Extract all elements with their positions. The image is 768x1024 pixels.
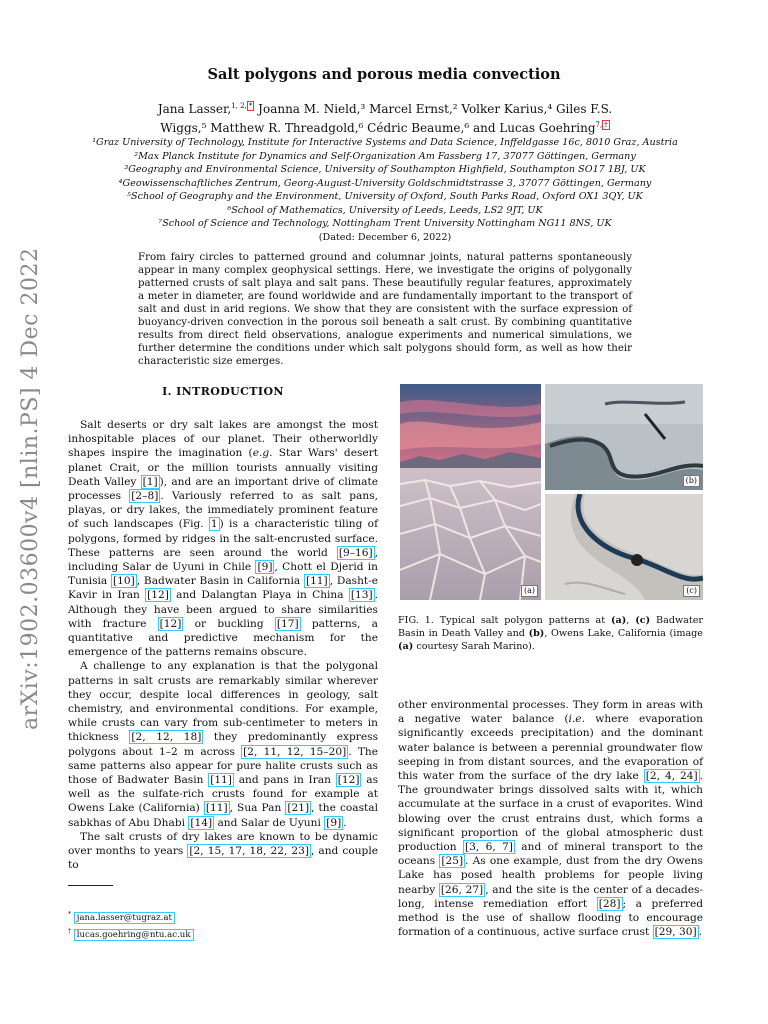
footnote <box>68 925 194 942</box>
citation-link[interactable]: [11] <box>210 774 232 787</box>
text-run: and pans in Iran <box>233 774 336 787</box>
text-run: , Owens Lake, California (image <box>544 628 703 639</box>
figure-panel-b <box>545 384 703 490</box>
text-run: , Chott el Djerid in Tunisia <box>68 561 379 588</box>
citation-link[interactable]: [9] <box>257 561 273 574</box>
text-run: FIG. 1. Typical salt polygon patterns at <box>398 615 611 626</box>
authors-line-1 <box>158 102 612 116</box>
text-run: Star Wars' desert planet Crait, or the million tourists annually visiting Death Valley <box>68 447 378 488</box>
text-run: . As one example, dust from the dry Owens Lake has posed health problems for people living nearby <box>398 855 703 896</box>
footnotes <box>68 908 194 942</box>
text-run: (b) <box>528 628 545 639</box>
figure-1 <box>400 384 703 602</box>
body-paragraph <box>68 418 378 659</box>
text-run: they predominantly express polygons about 1–2 m across <box>68 731 379 758</box>
text-run: where evaporation significantly exceeds precipitation) and the dominant water balance is between a perennial groundwater flow seeping in from distant sources, and the evaporation of this water from the surface of the dry lake <box>398 713 704 783</box>
citation-link[interactable]: [2, 4, 24] <box>645 770 698 783</box>
panel-c-photo <box>545 494 703 600</box>
citation-link[interactable]: [12] <box>337 774 360 787</box>
paper-title: Salt polygons and porous media convection <box>207 66 561 83</box>
citation-link[interactable]: [12] <box>159 617 182 630</box>
text-run: . The same patterns also appear for pure halite crusts such as those of Badwater Basin <box>68 745 378 787</box>
text-run: and Dalangtan Playa in China <box>170 589 349 602</box>
text-run: i.e. <box>568 713 585 726</box>
affiliation-line: ⁴Geowissenschaftliches Zentrum, Georg-August-University Goldschmidtstrasse 3, 37077 Göttingen, Germany <box>118 177 652 189</box>
citation-link[interactable]: [14] <box>190 816 213 829</box>
section-heading: I. INTRODUCTION <box>162 385 284 398</box>
text-run: other environmental processes. They form in areas with a negative water balance ( <box>398 699 703 726</box>
panel-label-c: (c) <box>683 585 700 597</box>
text-run: as well as the sulfate-rich crusts found for example at Owens Lake (California) <box>68 774 378 815</box>
affiliations <box>60 136 710 244</box>
panel-label-a: (a) <box>521 585 538 597</box>
text-run: , and couple to <box>68 845 378 872</box>
text-run: , the coastal sabkhas of Abu Dhabi <box>68 802 378 829</box>
text-run: The salt crusts of dry lakes are known to be dynamic over months to years <box>68 830 378 858</box>
text-run: . The groundwater brings dissolved salts with it, which accumulate at the surface in a crust of evaporites. Wind blowing over the crust entrains dust, which forms a significant proportion of the global atmospheric dust production <box>398 770 704 854</box>
text-run: ; a preferred method is the use of shallow flooding to encourage formation of a continuous, active surface crust <box>398 897 704 939</box>
text-run: . Variously referred to as salt pans, playas, or dry lakes, the immediately prominent feature of such landscapes (Fig. <box>68 490 378 531</box>
text-run: (c) <box>635 615 651 626</box>
citation-link[interactable]: [17] <box>276 617 299 630</box>
affiliation-line: ⁷School of Science and Technology, Nottingham Trent University Nottingham NG11 8NS, UK <box>158 218 612 229</box>
body-paragraph <box>398 698 703 939</box>
citation-link[interactable]: [25] <box>441 855 464 868</box>
citation-link[interactable]: [10] <box>113 575 135 588</box>
citation-link[interactable]: [9] <box>326 816 342 829</box>
text-run: , Dasht-e Kavir in Iran <box>68 575 379 602</box>
arxiv-identifier: arXiv:1902.03600v4 [nlin.PS] 4 Dec 2022 <box>18 247 43 730</box>
text-run: . <box>698 926 702 939</box>
citation-link[interactable]: [29, 30] <box>654 926 697 939</box>
text-run: courtesy Sarah Marino). <box>413 641 535 652</box>
footnote-mark: † <box>68 927 71 935</box>
citation-link[interactable]: [1] <box>142 475 158 488</box>
figure-caption <box>398 614 703 653</box>
text-run: Salt deserts or dry salt lakes are amongst the most inhospitable places of our planet. Their otherworldly shapes inspire the imagination ( <box>68 419 378 460</box>
affiliation-line: ⁵School of Geography and the Environment, University of Oxford, South Parks Road, Oxford OX1 3QY, UK <box>127 191 643 202</box>
citation-link[interactable]: [2–8] <box>131 490 159 503</box>
email-link[interactable]: jana.lasser@tugraz.at <box>74 912 175 924</box>
citation-link[interactable]: [9–16] <box>338 546 373 559</box>
author-last-sup: 7, <box>595 121 603 129</box>
citation-link[interactable]: [11] <box>205 802 228 815</box>
text-run: and of mineral transport to the oceans <box>398 841 703 868</box>
affiliation-line: ⁶School of Mathematics, University of Leeds, Leeds, LS2 9JT, UK <box>227 204 543 216</box>
footnote-mark: * <box>68 911 71 918</box>
authors-line-1-rest: Joanna M. Nield,³ Marcel Ernst,² Volker Karius,⁴ Giles F.S. <box>254 102 613 116</box>
text-run: Badwater Basin in Death Valley and <box>398 615 704 639</box>
body-paragraph <box>68 659 378 829</box>
footnote-rule <box>68 885 113 886</box>
affiliation-line: ²Max Planck Institute for Dynamics and Self-Organization Am Fassberg 17, 37077 Göttingen, Germany <box>134 150 636 162</box>
text-run: and Salar de Uyuni <box>214 816 325 829</box>
citation-link[interactable]: [13] <box>350 589 373 602</box>
affiliation-list <box>60 136 710 231</box>
figure-panel-c <box>545 494 703 600</box>
citation-link[interactable]: [21] <box>287 802 310 815</box>
footnote-ref-2[interactable]: † <box>604 121 608 129</box>
citation-link[interactable]: [2, 11, 12, 15–20] <box>243 745 347 758</box>
footnote <box>68 908 194 925</box>
authors-line-2-text: Wiggs,⁵ Matthew R. Threadgold,⁶ Cédric Beaume,⁶ and Lucas Goehring <box>160 121 596 135</box>
text-run: , including Salar de Uyuni in Chile <box>68 546 378 574</box>
text-run: , Sua Pan <box>229 802 286 815</box>
citation-link[interactable]: [11] <box>305 575 328 588</box>
text-run: ) is a characteristic tiling of polygons, formed by ridges in the salt-encrusted surface. These patterns are seen around the world <box>68 518 378 559</box>
text-run: e.g. <box>252 447 273 460</box>
affiliation-line: ³Geography and Environmental Science, University of Southampton Highfield, Southampton SO17 1BJ, UK <box>124 164 646 175</box>
author-first-sup: 1, 2, <box>231 102 247 110</box>
citation-link[interactable]: [12] <box>147 589 169 602</box>
figure-panel-a <box>400 384 541 600</box>
affiliation-line: ¹Graz University of Technology, Institute for Interactive Systems and Data Science, Inffeldgasse 16c, 8010 Graz, Austria <box>92 137 678 148</box>
panel-b-photo <box>545 384 703 490</box>
text-run: , and the site is the center of a decades-long, intense remediation effort <box>398 883 703 910</box>
left-column <box>68 418 378 873</box>
text-run: , <box>626 615 636 626</box>
footnote-ref-1[interactable]: * <box>248 102 253 110</box>
panel-a-photo <box>400 384 541 600</box>
citation-link[interactable]: [3, 6, 7] <box>464 841 513 854</box>
text-run: . <box>343 816 347 829</box>
panel-label-b: (b) <box>683 475 700 487</box>
author-first: Jana Lasser, <box>157 102 232 116</box>
citation-link[interactable]: [26, 27] <box>440 883 484 896</box>
body-paragraph <box>68 830 378 873</box>
text-run: . Although they have been argued to share similarities with fracture <box>68 589 378 630</box>
abstract: From fairy circles to patterned ground and columnar joints, natural patterns spontaneously appear in many complex geophysical settings. Here, we investigate the origins of polygonally patterned crusts of salt playa and salt pans. These beautifully regular features, approximately a meter in diameter, are found worldwide and are fundamentally important to the transport of salt and dust in arid regions. We show that they are consistent with the surface expression of buoyancy-driven convection in the porous soil beneath a salt crust. By combining quantitative results from direct field observations, analogue experiments and numerical simulations, we further determine the conditions under which salt polygons should form, as well as how their characteristic size emerges. <box>138 252 632 367</box>
text-run: A challenge to any explanation is that the polygonal patterns in salt crusts are remarkably similar wherever they occur, despite local differences in geology, salt chemistry, and environmental conditions. For example, while crusts can vary from sub-centimeter to meters in thickness <box>68 660 378 744</box>
citation-link[interactable]: 1 <box>210 518 218 531</box>
text-run: or buckling <box>183 617 275 630</box>
text-run: (a) <box>398 641 414 652</box>
date-line: (Dated: December 6, 2022) <box>318 231 452 243</box>
text-run: , Badwater Basin in California <box>136 575 304 588</box>
right-column <box>398 698 703 939</box>
text-run: (a) <box>610 615 627 626</box>
email-link[interactable]: lucas.goehring@ntu.ac.uk <box>74 929 194 941</box>
author-list <box>140 98 630 136</box>
citation-link[interactable]: [2, 15, 17, 18, 22, 23] <box>189 845 309 858</box>
text-run: patterns, a quantitative and predictive mechanism for the emergence of the patterns remains obscure. <box>68 617 378 659</box>
text-run: ), and are an important drive of climate processes <box>68 475 378 503</box>
citation-link[interactable]: [28] <box>598 897 621 910</box>
authors-line-2 <box>160 121 609 135</box>
citation-link[interactable]: [2, 12, 18] <box>131 731 202 744</box>
